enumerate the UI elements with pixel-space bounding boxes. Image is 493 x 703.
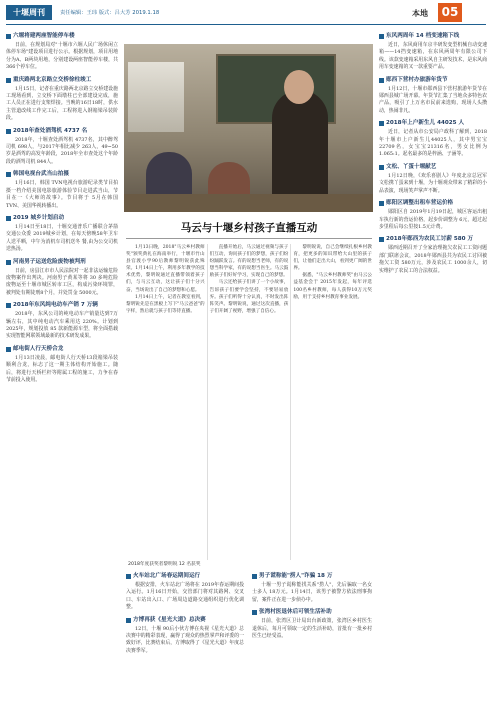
article-paragraph: 1月13日晚，2018"马云乡村教师奖"颁奖典礼在海南举行，十堰市竹山县官渡小学90后教师黎明锐获此殊荣。1月14日上午，利用多年教学的技术优势，黎明锐通过直播带领着孩子们，与马云互动，这让孩子们十分兴奋，当场说出了自己的梦想和心愿。 xyxy=(126,245,205,293)
news-paragraph: 郧西近期召开了全家治理拖欠农民工工资问题部门联席会议，2018年郧西县共为农民工讨回被拖欠工资 580万元，涉及农民工 1000余人，切实维护了农民工的合法权益。 xyxy=(379,245,487,274)
news-paragraph: 2018年，东风公司的纯电动车产销量达到7万辆左右，其中纯电动汽车乘用达 220%。计划到2025年，规划投放 85 款新能源车型，将全面搭载实现智能网联领域最新的技术研发成果。 xyxy=(6,311,118,340)
classroom-window xyxy=(128,62,184,132)
teacher-head xyxy=(284,70,314,104)
section-name: 本地 xyxy=(412,9,428,18)
news-headline-text: 方博再获《星光大道》总决赛 xyxy=(133,616,206,623)
headline-rule xyxy=(126,238,372,239)
news-headline xyxy=(6,259,118,266)
news-paragraph: 日前，房县江市市人民法院对一起非法运输危险废物案作出判决。河南男子黄某等将 30 多吨危险废物运至十堰市城区转市工区，构成污染环境罪，被判处有期徒刑8个月，并处罚金 5000元。 xyxy=(6,267,118,296)
news-headline xyxy=(6,346,118,353)
news-headline-text: 河南男子运送危险废物被判刑 xyxy=(13,258,86,265)
article-headline: 马云与十堰乡村孩子直播互动 xyxy=(180,222,318,234)
news-headline-text: 韩国电视台武当山拍摄 xyxy=(13,171,69,178)
teacher-figure xyxy=(272,90,328,210)
bullet-square-icon xyxy=(126,574,131,579)
bullet-square-icon xyxy=(379,34,384,39)
article-paragraph: 黎明锐说，自己会继续扎根乡村教育，把更多的知识带给大山里的孩子们，让他们走出大山，看到更广阔的世界。 xyxy=(293,245,372,272)
news-paragraph: 1月13日凌晨，邮电街人行天桥13段箱梁吊装顺利合龙，标志了这一期主体结构开始施工。随后，将进行天桥栏杆等附属工程的施工，力争在春节前投入使用。 xyxy=(6,354,118,383)
news-headline-text: 东风两周年 14 档变速箱下线 xyxy=(386,33,460,39)
news-headline-text: 2018年上户新生儿 44025 人 xyxy=(386,120,465,127)
news-headline xyxy=(6,77,118,84)
lower-news-column-2 xyxy=(252,568,372,703)
bullet-square-icon xyxy=(6,172,11,177)
article-caption: 2018年度获奖者黎明锐 12 名获奖 xyxy=(128,562,201,567)
news-headline-text: 邮电街人行天桥合龙 xyxy=(13,345,64,352)
bullet-square-icon xyxy=(252,574,257,579)
news-headline xyxy=(6,302,118,309)
news-headline xyxy=(6,33,118,40)
news-headline xyxy=(126,573,244,580)
news-paragraph: 1月12日晚，《欢乐喜剧人》年度北京总冠军文松携丫蛋来到十堰，为十堰观众带来了精彩的小品表演，现场笑声掌声不断。 xyxy=(379,172,487,194)
lower-news-column-1 xyxy=(126,568,244,703)
article-paragraph: 1月14日上午，记者在教室看到，黎明锐先是在黑板上写下"马云爸爸"的字样，然后就与孩子们等待直播。 xyxy=(126,294,205,314)
news-headline xyxy=(379,164,487,171)
bullet-square-icon xyxy=(126,618,131,623)
news-headline-text: 火车站北广场春运期间运行 xyxy=(133,573,201,579)
bullet-square-icon xyxy=(6,347,11,352)
news-paragraph: 近日，记者从市公安局户政科了解到，2018年十堰市上户新生儿44025人，其中男宝宝22709名，女宝宝21316名，男女比例为1.065:1。起名最多的是梓涵、子涵等。 xyxy=(379,129,487,158)
news-headline xyxy=(379,120,487,127)
editor-credits: 责任编辑：王玮 版式：吕大芳 2019.1.18 xyxy=(60,10,160,16)
bullet-square-icon xyxy=(6,260,11,265)
news-headline xyxy=(6,171,118,178)
news-paragraph: 1月14日至18日，十堰交通普乐广播联合茅箭交通公众委 2019城乡计划，在每天傍晚58年卫车人送平晒，中午为消机车司机送冬 餐,由为公交司机送热汤。 xyxy=(6,223,118,253)
news-paragraph: 12日，十堰 90后小伙方博在央视《星光大道》总决赛中的精彩表现，赢得了观众的热烈掌声和评委的一致好评，比赛结束后，方博取得了《星光大道》年度总决赛季军。 xyxy=(126,625,244,654)
bullet-square-icon xyxy=(252,610,257,615)
news-headline xyxy=(6,128,118,135)
news-headline-text: 张湾村医退休后可领生活补助 xyxy=(259,609,332,616)
article-paragraph: 据悉，"马云乡村教师奖"由马云公益基金会于 2015年发起，每年评选 100名乡村教师，每人获得10万元奖励，用于支持乡村教育事业发展。 xyxy=(293,273,372,300)
article-paragraph: 马云还给孩子们讲了一个小故事，告诉孩子们要学会坚持，不要轻易放弃。孩子们听得十分认真，不时发出阵阵笑声。黎明锐说，通过这次直播，孩子们开阔了视野，增强了自信心。 xyxy=(209,280,289,314)
bullet-square-icon xyxy=(379,165,384,170)
news-headline-text: 2018年郧西为农民工讨薪 580 万 xyxy=(386,236,474,243)
news-paragraph: 1月15日，记者在重庆路两北京路立交桥建设施工现场看到，立交桥下面墩柱已全部建设完成，施工人员正在进行支架焊接。当晚的16日18时，供水主管道改线工作完工后，工程将进入钢箱梁吊装阶段。 xyxy=(6,85,118,122)
news-headline-text: 郧西下营村办旅游年货节 xyxy=(386,76,448,83)
bullet-square-icon xyxy=(6,216,11,221)
left-news-column xyxy=(6,28,118,703)
page-header xyxy=(0,0,493,26)
bullet-square-icon xyxy=(6,78,11,83)
news-paragraph: 近日，东风商用车京丰研发变型机械自动变速箱——14挡变速箱，在东风两周年有限公司下线。该款变速箱采用东风自主研发技术，是东风商用车变速箱的又一款重要产品。 xyxy=(379,42,487,71)
article-body xyxy=(126,244,372,560)
header-rule xyxy=(6,24,486,25)
news-headline xyxy=(379,200,487,207)
bullet-square-icon xyxy=(379,237,384,242)
news-paragraph: 根据安排，火车站北广场将在 2019年春运期间投入运行。1月16日开始，交管部门将对其路网、交叉口、车站出入口、广场周边道路交通组织进行优化调整。 xyxy=(126,582,244,611)
article-paragraph: 直播开始后，马云通过视频与孩子们互动，询问孩子们的梦想，孩子们纷纷踊跃发言。有的说想当老师，有的说想当科学家，有的说想当医生。马云鼓励孩子们好好学习，实现自己的梦想。 xyxy=(209,245,289,279)
news-paragraph: 日前，在规划局对"十堰市六堰人民广场休闲立体停车场"建设项目进行公示。根据规划，项目用地分为A、B两块用地，分别建设两座智能停车楼，共366个停车位。 xyxy=(6,42,118,71)
bullet-square-icon xyxy=(379,201,384,206)
news-headline-text: 文松、丫蛋十堰献艺 xyxy=(386,163,437,170)
news-headline xyxy=(379,77,487,84)
news-headline xyxy=(6,215,118,222)
bullet-square-icon xyxy=(6,34,11,39)
news-headline xyxy=(252,609,372,616)
news-headline-text: 六堰将建两座智能停车楼 xyxy=(13,33,75,39)
bullet-square-icon xyxy=(6,303,11,308)
news-paragraph: 十堰一男子谎称能找关系"捞人"，先后骗取一名女士多人 18万元。1月14日，该男子被警方依法刑事拘留，案件正在进一步侦办中。 xyxy=(252,582,372,603)
news-headline-text: 重庆路两北京路立交桥徐柱竣工 xyxy=(13,76,92,83)
news-headline xyxy=(126,617,244,624)
newspaper-logo: 十堰周刊 xyxy=(6,5,52,20)
news-headline-text: 2018年东风纯电动车产销 7 万辆 xyxy=(13,302,98,309)
right-news-column xyxy=(379,28,487,703)
news-paragraph: 1月16日，韩国 TVN电视台旅游纪录类节目拍摄一档介绍美国电影旅游体验节目走进武当山，节目在一《大师的故事》。节目将于 5月在韩国 TVN、美国华视转播出。 xyxy=(6,180,118,209)
bullet-square-icon xyxy=(379,78,384,83)
page-number: 05 xyxy=(438,3,462,22)
news-headline-text: 男子谎称能"捞人"诈骗 18 万 xyxy=(259,573,333,579)
news-headline xyxy=(379,236,487,243)
news-headline xyxy=(252,573,372,580)
news-headline-text: 2018年查处酒驾机 4737 名 xyxy=(13,127,88,134)
news-paragraph: 郧阳区自 2019年1月19日起，城区客运出租车执行新的营运价格，起步价调整为 6元，超过起步里程后每公里按1.5元计费。 xyxy=(379,209,487,230)
desk xyxy=(124,194,373,212)
news-headline-text: 2019 城乡计划启动 xyxy=(13,214,65,221)
news-paragraph: 1月12日，十堰市郧西县下营村旅游年货节在郧西县城广场开幕。年货节汇集了当地众多特色农产品，吸引了上万名市民前来选购，现场人头攒动，热闹非凡。 xyxy=(379,85,487,114)
news-paragraph: 2018年，十堰查处酒驾机 4737名，其中醉驾司机 698人，与2017年相比减少 263人，49~50岁是酒驾的高发年龄段，2018年全市查处这个年龄段的酒驾司机 844人。 xyxy=(6,136,118,165)
news-headline xyxy=(379,33,487,40)
news-headline-text: 郧阳区调整出租车营运价格 xyxy=(386,200,454,207)
bullet-square-icon xyxy=(6,129,11,134)
bullet-square-icon xyxy=(379,121,384,126)
article-photo xyxy=(124,44,373,212)
news-paragraph: 日前，张湾区卫计局出台新政策，张湾区乡村医生退休后，每月可领取一定的生活补助，首批有一批乡村医生已经受益。 xyxy=(252,618,372,640)
